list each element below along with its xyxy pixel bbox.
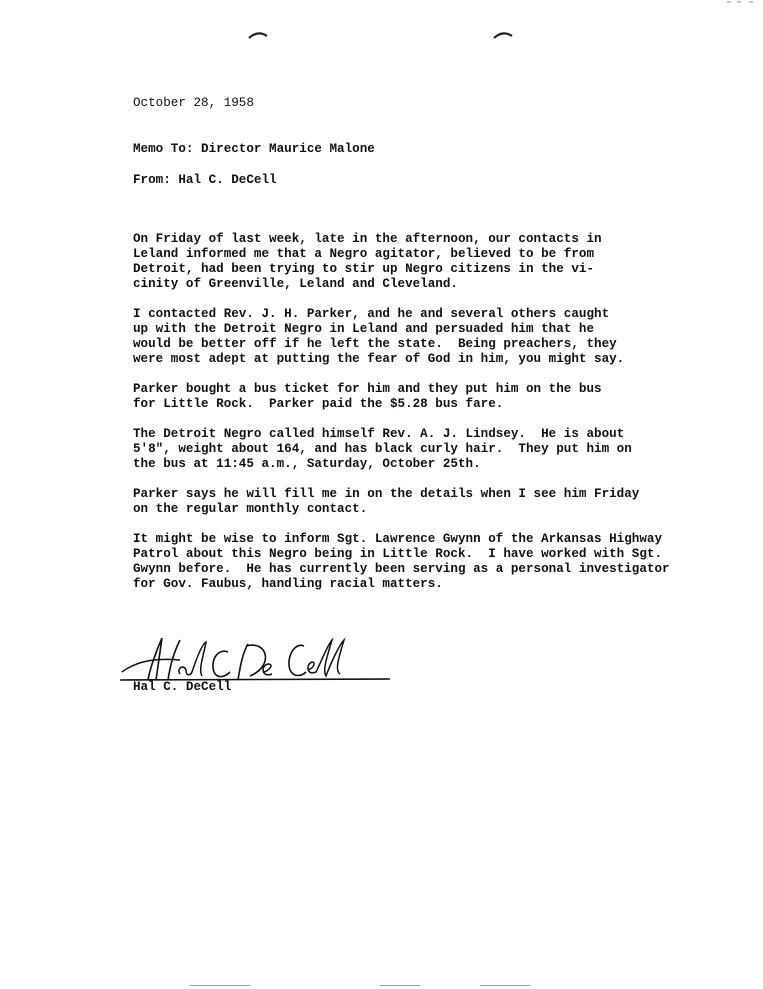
- paragraph-1-line-3: Detroit, had been trying to stir up Negro citizens in the vi-: [133, 262, 595, 276]
- paragraph-2-line-4: were most adept at putting the fear of God in him, you might say.: [133, 352, 625, 366]
- paragraph-2-line-2: up with the Detroit Negro in Leland and persuaded him that he: [133, 322, 595, 336]
- paragraph-5-line-1: Parker says he will fill me in on the details when I see him Friday: [133, 487, 640, 501]
- scan-edge-marks: [723, 0, 763, 6]
- binder-hole-right-mark: [492, 30, 514, 40]
- paragraph-1-line-4: cinity of Greenville, Leland and Cleveland.: [133, 277, 458, 291]
- memo-to-line: Memo To: Director Maurice Malone: [133, 142, 375, 156]
- paragraph-3-line-1: Parker bought a bus ticket for him and they put him on the bus: [133, 382, 602, 396]
- paragraph-1-line-1: On Friday of last week, late in the afternoon, our contacts in: [133, 232, 602, 246]
- paragraph-6-line-4: for Gov. Faubus, handling racial matters.: [133, 577, 443, 591]
- paragraph-6-line-2: Patrol about this Negro being in Little Rock. I have worked with Sgt.: [133, 547, 663, 561]
- binder-hole-left-mark: [247, 30, 269, 40]
- paragraph-3-line-2: for Little Rock. Parker paid the $5.28 bus fare.: [133, 397, 504, 411]
- scan-residue-mark: [480, 985, 530, 986]
- paragraph-6-line-1: It might be wise to inform Sgt. Lawrence Gwynn of the Arkansas Highway: [133, 532, 663, 546]
- memo-from-line: From: Hal C. DeCell: [133, 173, 277, 187]
- paragraph-5-line-2: on the regular monthly contact.: [133, 502, 368, 516]
- scan-residue-mark: [380, 985, 420, 986]
- paragraph-4-line-2: 5'8", weight about 164, and has black curly hair. They put him on: [133, 442, 632, 456]
- paragraph-6-line-3: Gwynn before. He has currently been serving as a personal investigator: [133, 562, 670, 576]
- paragraph-2-line-1: I contacted Rev. J. H. Parker, and he and several others caught: [133, 307, 610, 321]
- paragraph-2-line-3: would be better off if he left the state. Being preachers, they: [133, 337, 617, 351]
- paragraph-1-line-2: Leland informed me that a Negro agitator, believed to be from: [133, 247, 595, 261]
- memo-date: October 28, 1958: [133, 96, 254, 110]
- paragraph-4-line-1: The Detroit Negro called himself Rev. A. J. Lindsey. He is about: [133, 427, 625, 441]
- paragraph-4-line-3: the bus at 11:45 a.m., Saturday, October 25th.: [133, 457, 481, 471]
- signature-typed-name: Hal C. DeCell: [133, 680, 232, 694]
- scan-residue-mark: [190, 985, 250, 986]
